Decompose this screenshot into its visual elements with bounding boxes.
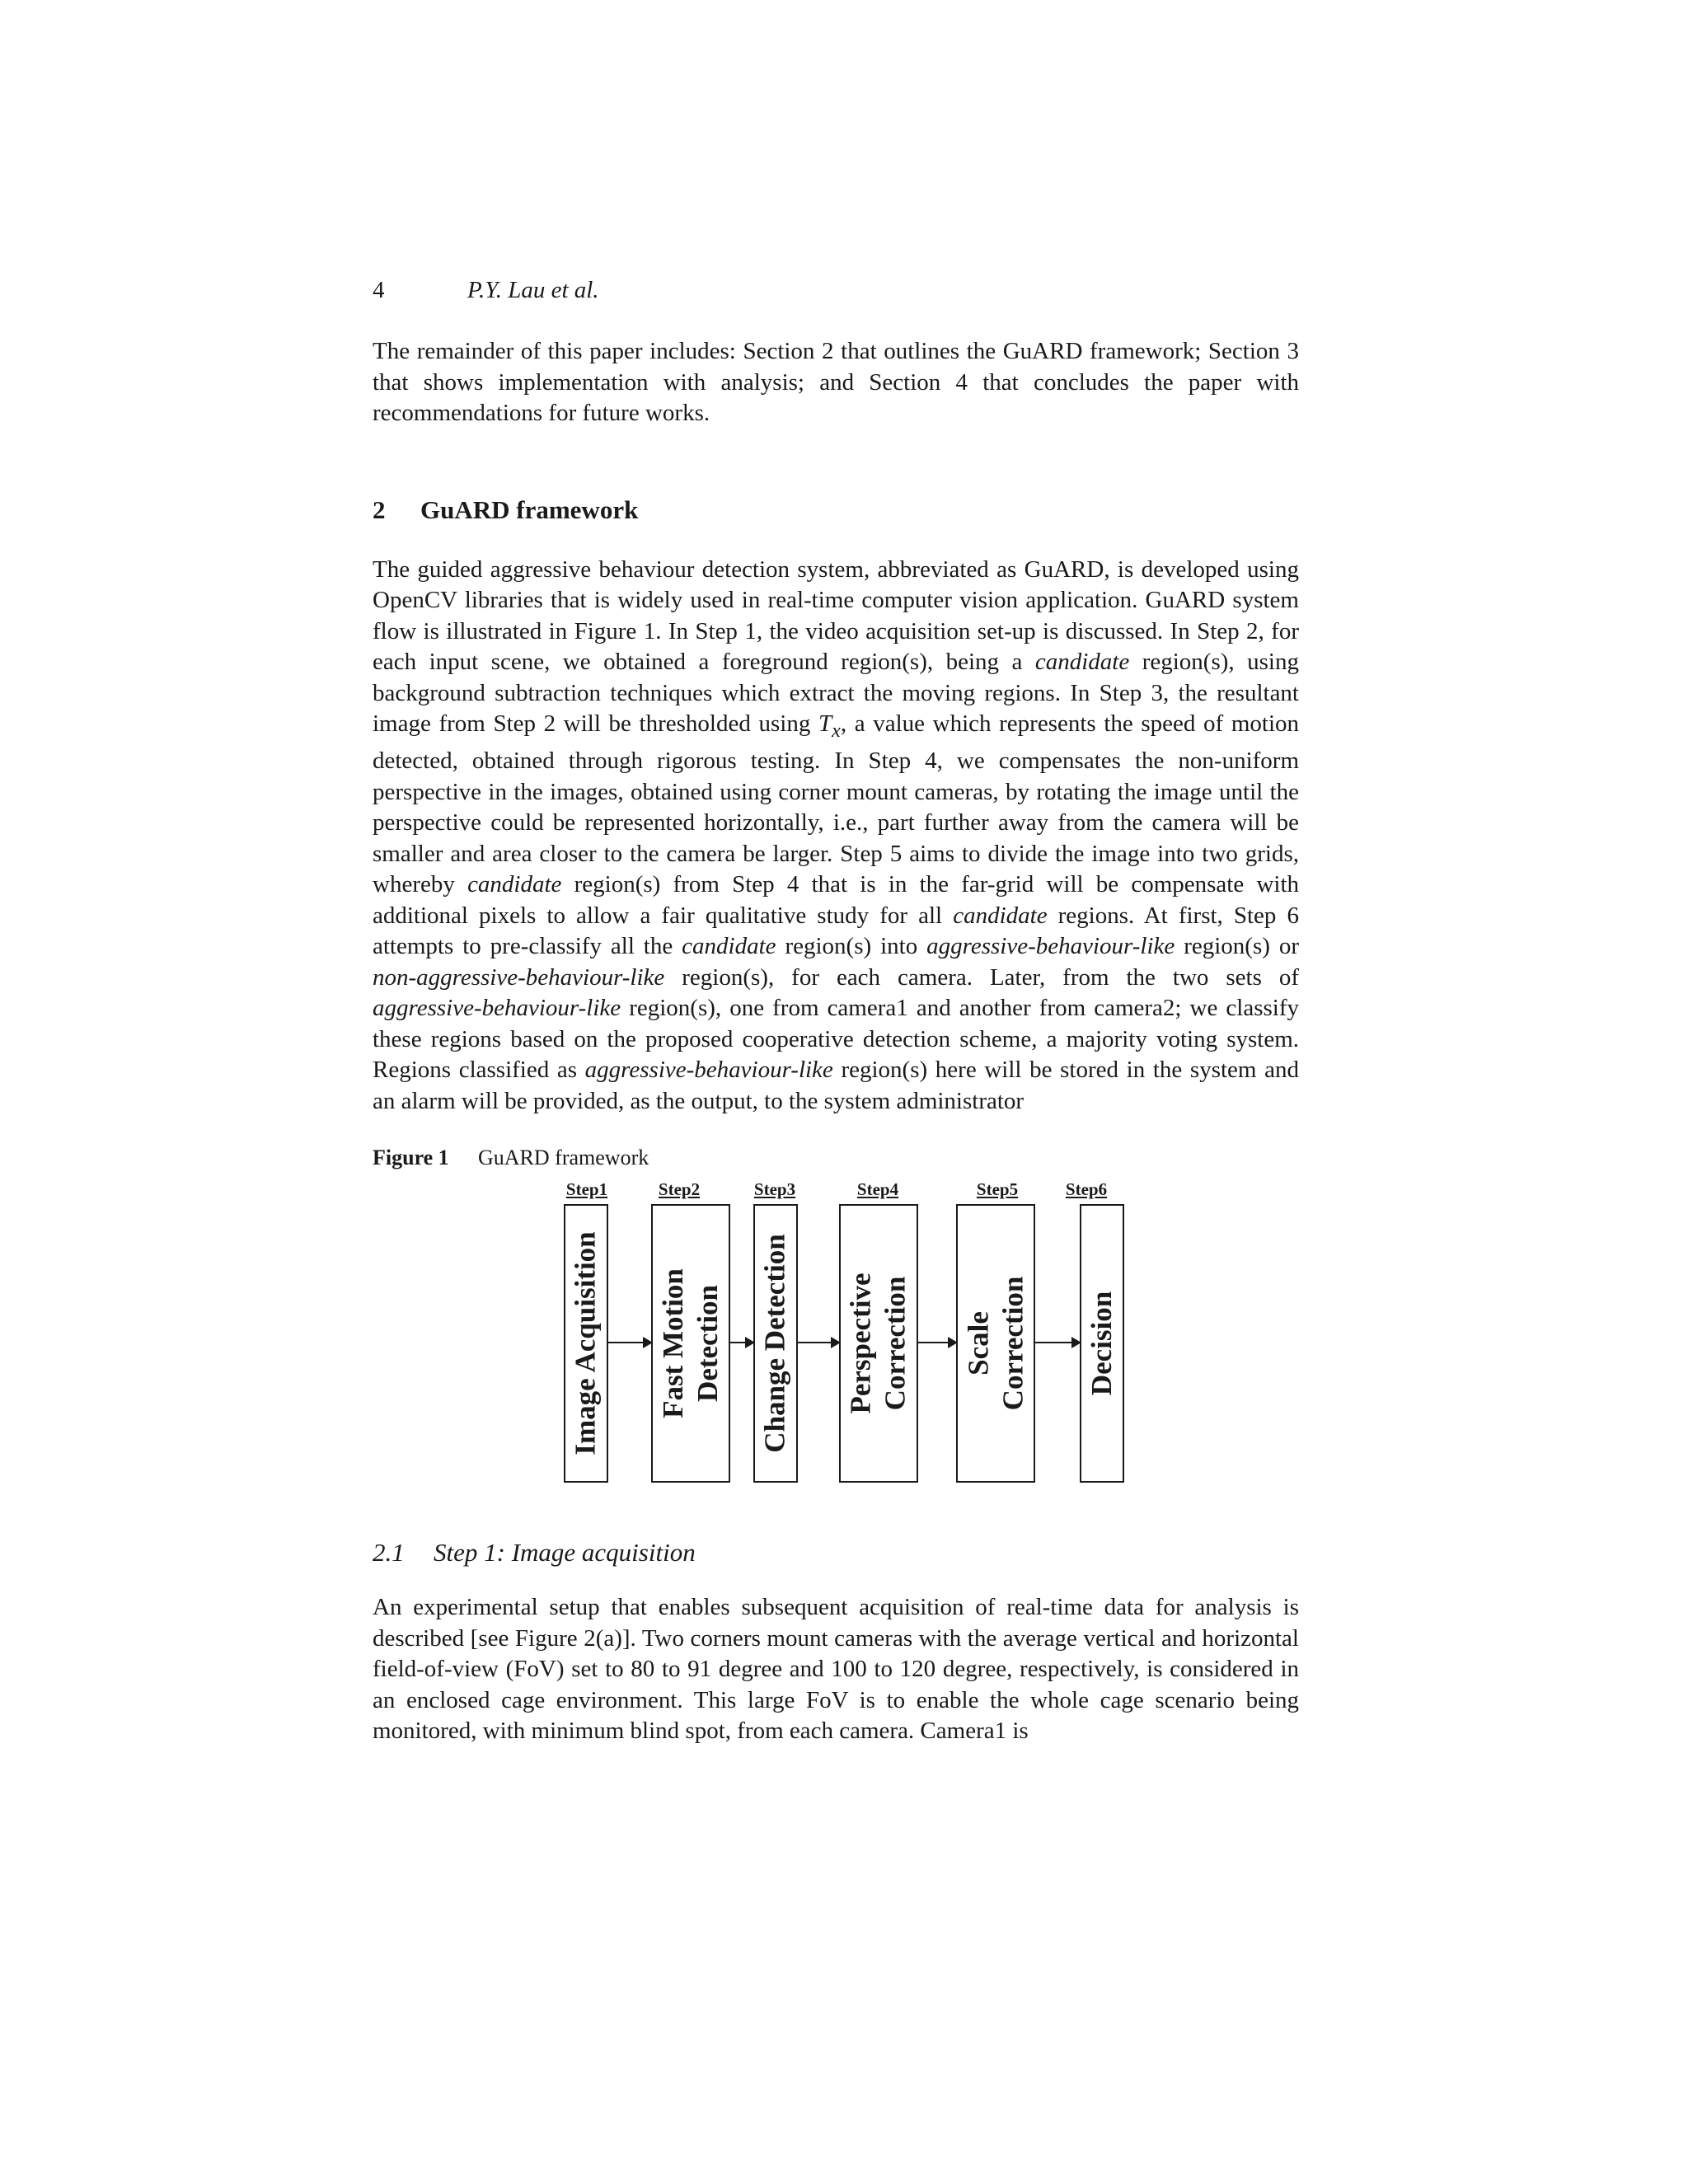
step2-label: Step2 [658,1179,701,1200]
step2-box [651,1204,730,1483]
step1-text: Image Acquisition [570,1231,603,1455]
arrow-step1-step2 [608,1342,651,1343]
step2-text-line2: Detection [692,1285,724,1403]
intro-paragraph: The remainder of this paper includes: Section 2 that outlines the GuARD framework; Section 3 that shows implementation with analysis; and Section 4 that concludes the paper with recommendations for future works. [373,338,1299,426]
step5-text-line2: Correction [996,1276,1029,1411]
section-number: 2 [373,494,386,524]
threshold-symbol: T [818,710,832,737]
figure-caption [373,1143,1299,1173]
figure-label: Figure 1 [373,1146,449,1170]
subsection-title: Step 1: Image acquisition [434,1538,696,1568]
step5-box [956,1204,1035,1483]
step5-text-line1: Scale [962,1311,995,1376]
step4-text-line1: Perspective [845,1272,877,1414]
step4-box [839,1204,918,1483]
step1-box [564,1204,608,1483]
aggressive-term: aggressive-behaviour-like [926,933,1175,960]
framework-flow-diagram [373,1173,1299,1490]
step3-label: Step3 [753,1179,796,1200]
subsection-number: 2.1 [373,1538,405,1568]
arrow-step2-step3 [730,1342,753,1343]
running-header-authors: P.Y. Lau et al. [467,277,599,303]
non-aggressive-term: non-aggressive-behaviour-like [373,963,665,991]
framework-paragraph: The guided aggressive behaviour detection system, abbreviated as GuARD, is developed using OpenCV libraries that is widely used in real-time computer vision application. GuARD system flow is illustrated in Figure 1. In Step 1, the video acquisition set-up is discussed. In Step 2, for each input scene, we obtained a foreground region(s), being a candidate region(s), using background subtraction techniques which extract the moving regions. In Step 3, the resultant image from Step 2 will be thresholded using $T_x$, a value which represents the speed of motion detected, obtained through rigorous testing. In Step 4, we compensates the non-uniform perspective in the images, obtained using corner mount cameras, by rotating the image until the perspective could be represented horizontally, i.e., part further away from the camera will be smaller and area closer to the camera be larger. Step 5 aims to divide the image into two grids, whereby candidate region(s) from Step 4 that is in the far-grid will be compensate with additional pixels to allow a fair qualitative study for all candidate regions. At first, Step 6 attempts to pre-classify all the candidate region(s) into aggressive-behaviour-like region(s) or non-aggressive-behaviour-like region(s), for each camera. Later, from the two sets of aggressive-behaviour-like region(s), one from camera1 and another from camera2; we classify these regions based on the proposed cooperative detection scheme, a majority voting system. Regions classified as aggressive-behaviour-like region(s) here will be stored in the system and an alarm will be provided, as the output, to the system administrator [373,555,1300,1114]
aggressive-term: aggressive-behaviour-like [373,995,621,1022]
section-heading [373,494,1299,527]
candidate-term: candidate [682,933,776,960]
acquisition-paragraph: An experimental setup that enables subsequent acquisition of real-time data for analysis is described [see Figure 2(a)]. Two corners mount cameras with the average vertical and horizontal field-of-view (FoV) set to 80 to 91 degree and 100 to 120 degree, respectively, is considered in an enclosed cage environment. This large FoV is to enable the whole cage scenario being monitored, with minimum blind spot, from each camera. Camera1 is [373,1594,1299,1745]
arrow-step5-step6 [1035,1342,1080,1343]
figure-caption-text: GuARD framework [478,1146,649,1170]
running-header [373,272,1299,308]
arrow-step4-step5 [918,1342,956,1343]
step6-box [1080,1204,1124,1483]
step6-text: Decision [1085,1291,1118,1396]
step2-text-line1: Fast Motion [657,1268,690,1419]
aggressive-term: aggressive-behaviour-like [584,1057,833,1084]
step4-label: Step4 [856,1179,899,1200]
candidate-term: candidate [467,871,562,898]
candidate-term: candidate [1034,649,1130,675]
step6-label: Step6 [1065,1179,1108,1200]
step3-text: Change Detection [759,1234,791,1453]
page-number: 4 [373,277,385,303]
paper-page [373,272,1299,1747]
arrow-step3-step4 [798,1342,839,1343]
step5-label: Step5 [976,1179,1019,1200]
candidate-term: candidate [953,902,1048,929]
step1-label: Step1 [565,1179,608,1200]
subsection-heading [373,1536,1299,1569]
section-title: GuARD framework [420,494,639,524]
step3-box [753,1204,798,1483]
step4-text-line2: Correction [879,1276,912,1411]
